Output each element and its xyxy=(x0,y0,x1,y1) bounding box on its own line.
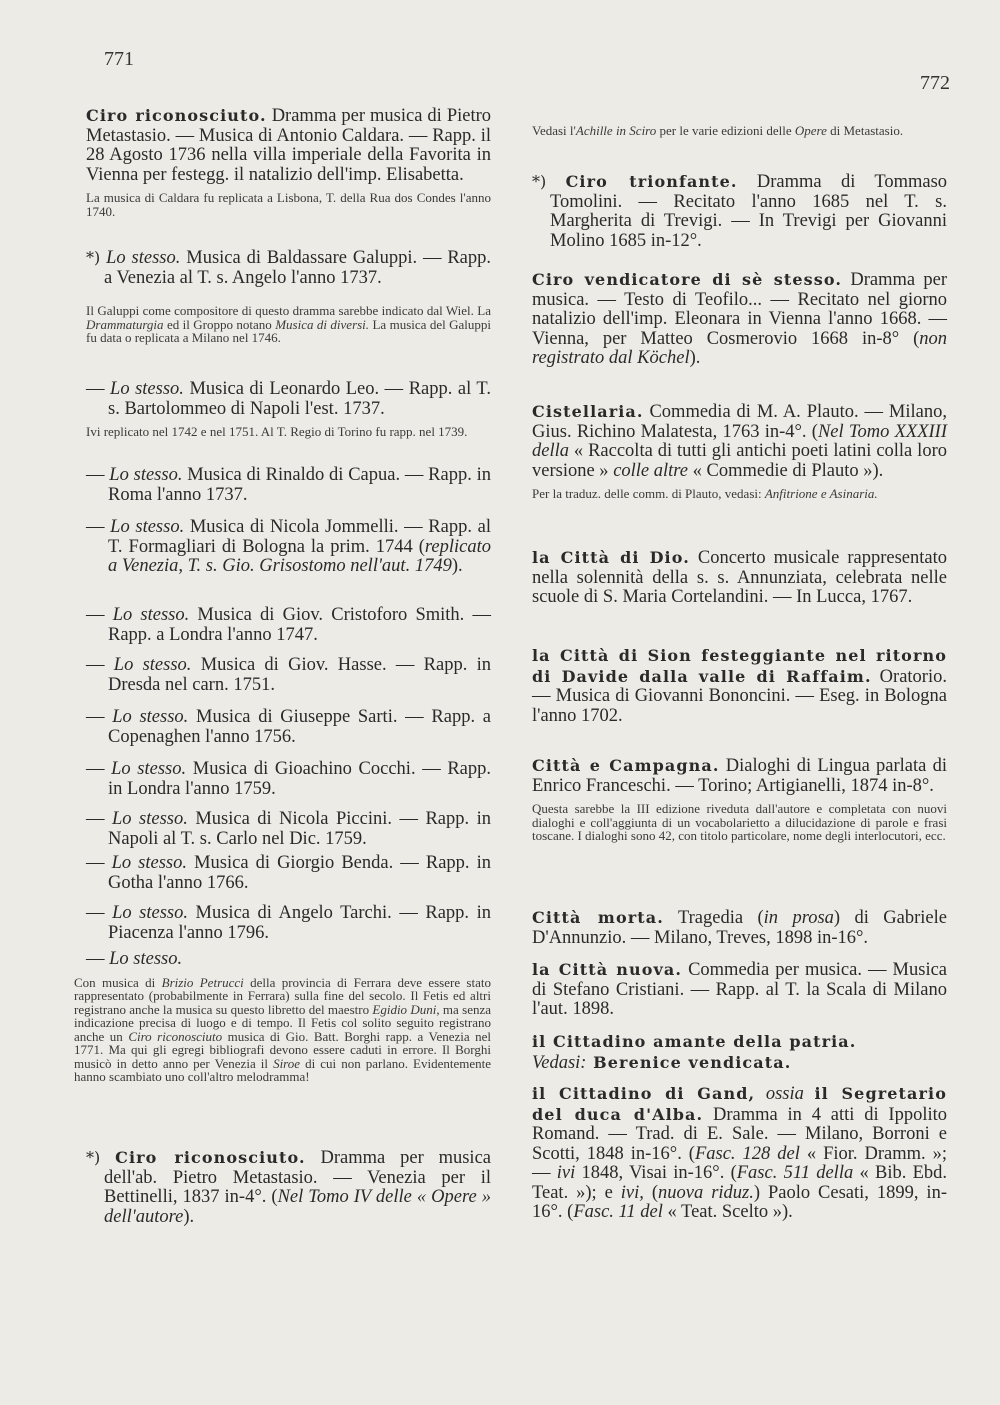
lo-stesso-label: Lo stesso. xyxy=(111,853,188,873)
entry-italic: Nel Tomo IV delle « Opere » dell'autore xyxy=(104,1187,492,1227)
note-text: Per la traduz. delle comm. di Plauto, vedasi: xyxy=(532,486,765,501)
entry-text: ) di Gabriele D'Annunzio. — Milano, Treves, 1898 in-16°. xyxy=(532,908,947,948)
entry-text: Musica di Nicola Piccini. — Rapp. in Napoli al T. s. Carlo nel Dic. 1759. xyxy=(108,809,491,849)
entry-note: La musica di Caldara fu replicata a Lisbona, T. della Rua dos Condes l'anno 1740. xyxy=(86,190,491,219)
entry-text: « Raccolta di tutti gli antichi poeti latini colla loro versione » xyxy=(532,441,947,481)
entry-citta-di-dio xyxy=(532,548,947,608)
entry-headword: Ciro riconosciuto. xyxy=(115,1148,306,1167)
lo-stesso-label: Lo stesso. xyxy=(109,465,183,485)
entry-italic: in prosa xyxy=(763,908,834,928)
entry-italic: ivi xyxy=(556,1163,576,1183)
entry-note: Questa sarebbe la III edizione riveduta dall'autore e completata con nuovi dialoghi e coll'aggiunta di un vocabolarietto a dilucidazione di parole e frasi toscane. I dialoghi sono 42, con titolo particolare, nome degli interlocutori, ecc. xyxy=(532,801,947,843)
entry-smith xyxy=(86,606,491,645)
note-italic: Anfitrione e Asinaria. xyxy=(764,486,878,501)
entry-ciro-riconosciuto xyxy=(86,106,491,218)
entry-text: « Teat. Scelto »). xyxy=(662,1202,793,1222)
lo-stesso-label: Lo stesso. xyxy=(109,949,183,969)
entry-text: Musica di Giuseppe Sarti. — Rapp. a Copenaghen l'anno 1756. xyxy=(108,707,491,747)
entry-text: Musica di Gioachino Cocchi. — Rapp. in Londra l'anno 1759. xyxy=(108,759,491,799)
entry-text: Dramma per musica. — Testo di Teofilo... — Recitato nel giorno natalizio dell'imp. Eleonara in Vienna l'anno 1668. — Vienna, per Matteo Cosmerovio 1668 in-8° ( xyxy=(532,270,947,349)
dash: — xyxy=(86,759,112,779)
note-italic: Musica di diversi. xyxy=(275,316,370,332)
note-text: Vedasi l' xyxy=(532,123,576,138)
entry-text: ). xyxy=(689,348,701,368)
lo-stesso-label: Lo stesso. xyxy=(112,809,188,829)
lo-stesso-label: Lo stesso. xyxy=(112,707,189,727)
entry-text: Dramma per musica dell'ab. Pietro Metastasio. — Venezia per il Bettinelli, 1837 in-4°. ( xyxy=(104,1148,491,1207)
entry-text: ( xyxy=(643,1182,659,1203)
entry-italic: Fasc. 511 della xyxy=(736,1163,854,1183)
dash: — xyxy=(86,903,113,923)
asterisk-mark: *) xyxy=(86,1148,101,1167)
entry-headword: Ciro trionfante. xyxy=(565,172,738,191)
entry-vedasi-achille xyxy=(532,124,947,138)
entry-petrucci xyxy=(74,949,492,1084)
entry-citta-di-sion xyxy=(532,646,947,726)
entry-headword-alt: il Segretario del duca d'Alba. xyxy=(532,1084,947,1124)
entry-benda xyxy=(86,854,491,893)
entry-italic: nuova riduz. xyxy=(658,1182,754,1203)
entry-headword: il Cittadino amante della patria. xyxy=(532,1032,857,1051)
entry-text: Musica di Giov. Hasse. — Rapp. in Dresda nel carn. 1751. xyxy=(108,655,491,695)
dash: — xyxy=(86,809,112,829)
entry-cocchi xyxy=(86,760,491,799)
entry-italic: Fasc. 11 del xyxy=(573,1202,663,1222)
entry-ciro-riconosciuto-1837 xyxy=(86,1148,491,1227)
entry-text: « Fior. Dramm. »; — xyxy=(532,1143,948,1183)
entry-text: « Commedie di Plauto »). xyxy=(688,460,884,481)
entry-headword: il Cittadino di Gand, xyxy=(532,1084,756,1103)
entry-text: Oratorio. — Musica di Giovanni Bononcini. — Eseg. in Bologna l'anno 1702. xyxy=(532,666,947,726)
entry-headword: la Città nuova. xyxy=(532,960,683,979)
entry-italic: ivi, xyxy=(620,1182,644,1203)
entry-text: 1848, Visai in-16°. ( xyxy=(575,1163,737,1183)
dash: — xyxy=(86,517,111,537)
entry-text: « Bib. Ebd. Teat. »); e xyxy=(532,1163,948,1203)
note-text: Il Galuppi come compositore di questo dramma sarebbe indicato dal Wiel. La xyxy=(86,303,491,318)
dash: — xyxy=(86,949,110,969)
dash: — xyxy=(86,465,110,485)
note-italic: Egidio Duni, xyxy=(372,1001,440,1017)
cross-reference: Berenice vendicata. xyxy=(586,1052,792,1072)
entry-text: Musica di Giorgio Benda. — Rapp. in Gotha l'anno 1766. xyxy=(108,853,491,893)
entry-text: Commedia di M. A. Plauto. — Milano, Gius. Richino Malatesta, 1763 in-4°. ( xyxy=(532,402,947,442)
dash: — xyxy=(86,707,113,727)
entry-text: Concerto musicale rappresentato nella solennità della s. s. Annunziata, celebrata nelle scuole di S. Maria Cortelandini. — In Lucca, 1767. xyxy=(532,548,947,607)
entry-headword: Ciro riconosciuto. xyxy=(86,106,267,125)
entry-note xyxy=(74,976,491,1084)
entry-hasse xyxy=(86,656,491,695)
entry-cistellaria xyxy=(532,402,947,501)
entry-text: Tragedia ( xyxy=(663,908,764,928)
entry-headword: Città morta. xyxy=(532,908,664,927)
asterisk-mark: *) xyxy=(86,248,101,267)
lo-stesso-label: Lo stesso. xyxy=(113,655,192,675)
entry-italic: colle altre xyxy=(613,460,689,481)
entry-text: Commedia per musica. — Musica di Stefano Cristiani. — Rapp. al T. la Scala di Milano l'aut. 1898. xyxy=(532,960,948,1019)
entry-text: Dramma in 4 atti di Ippolito Romand. — Trad. di E. Sale. — Milano, Borroni e Scotti, 1848 in-16°. ( xyxy=(532,1104,947,1164)
entry-cittadino-di-gand xyxy=(532,1084,947,1223)
entry-text: Musica di Rinaldo di Capua. — Rapp. in Roma l'anno 1737. xyxy=(108,465,492,505)
lo-stesso-label: Lo stesso. xyxy=(111,759,187,779)
note-italic: Drammaturgia xyxy=(86,316,164,332)
entry-piccini xyxy=(86,810,491,849)
lo-stesso-label: Lo stesso. xyxy=(110,379,184,399)
page-number-right: 772 xyxy=(920,72,950,94)
entry-italic: non registrato dal Köchel xyxy=(532,328,947,368)
entry-italic: ossia xyxy=(755,1084,815,1104)
lo-stesso-label: Lo stesso. xyxy=(110,517,185,537)
note-text: musica di Gio. Batt. Borghi rapp. a Venezia nel 1771. Ma qui gli egregi bibliografi devono essere caduti in errore. Il Borghi musicò in detto anno per Venezia il xyxy=(74,1028,492,1071)
entry-text: Musica di Nicola Jommelli. — Rapp. al T. Formagliari di Bologna la prim. 1744 ( xyxy=(108,517,491,557)
entry-text: ). xyxy=(451,556,463,576)
note-text: di cui non parlano. Evidentemente hanno scambiato uno coll'altro melodramma! xyxy=(74,1055,492,1084)
entry-note: Ivi replicato nel 1742 e nel 1751. Al T. Regio di Torino fu rapp. nel 1739. xyxy=(86,424,468,439)
entry-galuppi xyxy=(86,248,491,345)
lo-stesso-label: Lo stesso. xyxy=(112,605,190,625)
entry-headword: Città e Campagna. xyxy=(532,756,720,775)
entry-italic: Nel Tomo XXXIII della xyxy=(532,421,947,461)
entry-text: Dramma per musica di Pietro Metastasio. — Musica di Antonio Caldara. — Rapp. il 28 Agosto 1736 nella villa imperiale della Favorita in Vienna per festegg. il natalizio dell'imp. Elisabetta. xyxy=(86,106,492,185)
entry-headword: Ciro vendicatore di sè stesso. xyxy=(532,270,843,289)
entry-headword: la Città di Dio. xyxy=(532,548,690,567)
entry-sarti xyxy=(86,708,491,747)
note-text: di Metastasio. xyxy=(826,123,904,138)
note-text: ed il Groppo notano xyxy=(163,316,276,332)
lo-stesso-label: Lo stesso. xyxy=(106,248,181,268)
entry-text: ). xyxy=(183,1206,195,1227)
lo-stesso-label: Lo stesso. xyxy=(112,903,188,923)
entry-text: Musica di Leonardo Leo. — Rapp. al T. s. Bartolommeo di Napoli l'est. 1737. xyxy=(108,379,491,419)
entry-note xyxy=(532,487,947,501)
dash: — xyxy=(86,379,111,399)
note-italic: Ciro riconosciuto xyxy=(128,1028,223,1044)
entry-italic: replicato a Venezia, T. s. Gio. Grisostomo nell'aut. 1749 xyxy=(108,536,491,576)
entry-citta-nuova xyxy=(532,960,947,1020)
dash: — xyxy=(86,853,112,873)
page-number-left: 771 xyxy=(104,48,134,70)
entry-text: Musica di Baldassare Galuppi. — Rapp. a Venezia al T. s. Angelo l'anno 1737. xyxy=(104,248,491,288)
entry-citta-e-campagna xyxy=(532,756,947,843)
note-text: per le varie edizioni delle xyxy=(656,123,795,138)
note-text: ma senza indicazione precisa di luogo e di tempo. Il Fetis col solito seguito registrano anche un xyxy=(74,1001,491,1044)
entry-note xyxy=(532,124,947,138)
entry-text: Musica di Giov. Cristoforo Smith. — Rapp. a Londra l'anno 1747. xyxy=(108,605,491,645)
entry-text: Dialoghi di Lingua parlata di Enrico Franceschi. — Torino; Artigianelli, 1874 in-8°. xyxy=(532,756,948,796)
note-text: Con musica di xyxy=(74,974,162,990)
note-text: della provincia di Ferrara deve essere stato rappresentato (probabilmente in Ferrara) sulla fine del secolo. Il Fetis ed altri registrano anche la musica su questo libretto del maestro xyxy=(74,974,491,1017)
dash: — xyxy=(86,605,113,625)
note-text: La musica del Galuppi fu data o replicata a Milano nel 1746. xyxy=(86,316,491,345)
dash: — xyxy=(86,655,114,675)
entry-text: Musica di Angelo Tarchi. — Rapp. in Piacenza l'anno 1796. xyxy=(108,903,491,943)
vedasi-label: Vedasi: xyxy=(532,1052,587,1073)
entry-capua xyxy=(86,466,491,505)
entry-leo xyxy=(86,380,491,439)
note-italic: Achille in Sciro xyxy=(575,123,657,138)
entry-tarchi xyxy=(86,904,491,943)
entry-headword: Cistellaria. xyxy=(532,402,644,421)
note-italic: Opere xyxy=(794,123,827,138)
entry-text: Dramma di Tommaso Tomolini. — Recitato l'anno 1685 nel T. s. Margherita di Trevigi. — In Trevigi per Giovanni Molino 1685 in-12°. xyxy=(550,172,948,251)
entry-ciro-vendicatore xyxy=(532,270,947,369)
entry-ciro-trionfante xyxy=(532,172,947,251)
entry-text: ) Paolo Cesati, 1899, in-16°. ( xyxy=(532,1182,947,1222)
entry-note xyxy=(86,304,491,345)
entry-headword: la Città di Sion festeggiante nel ritorno di Davide dalla valle di Raffaim. xyxy=(532,646,947,686)
asterisk-mark: *) xyxy=(532,172,547,191)
note-italic: Brizio Petrucci xyxy=(161,974,244,990)
entry-italic: Fasc. 128 del xyxy=(694,1143,800,1164)
entry-jommelli xyxy=(86,518,491,577)
entry-citta-morta xyxy=(532,908,947,948)
entry-cittadino-amante xyxy=(532,1032,947,1073)
note-italic: Siroe xyxy=(273,1055,301,1071)
